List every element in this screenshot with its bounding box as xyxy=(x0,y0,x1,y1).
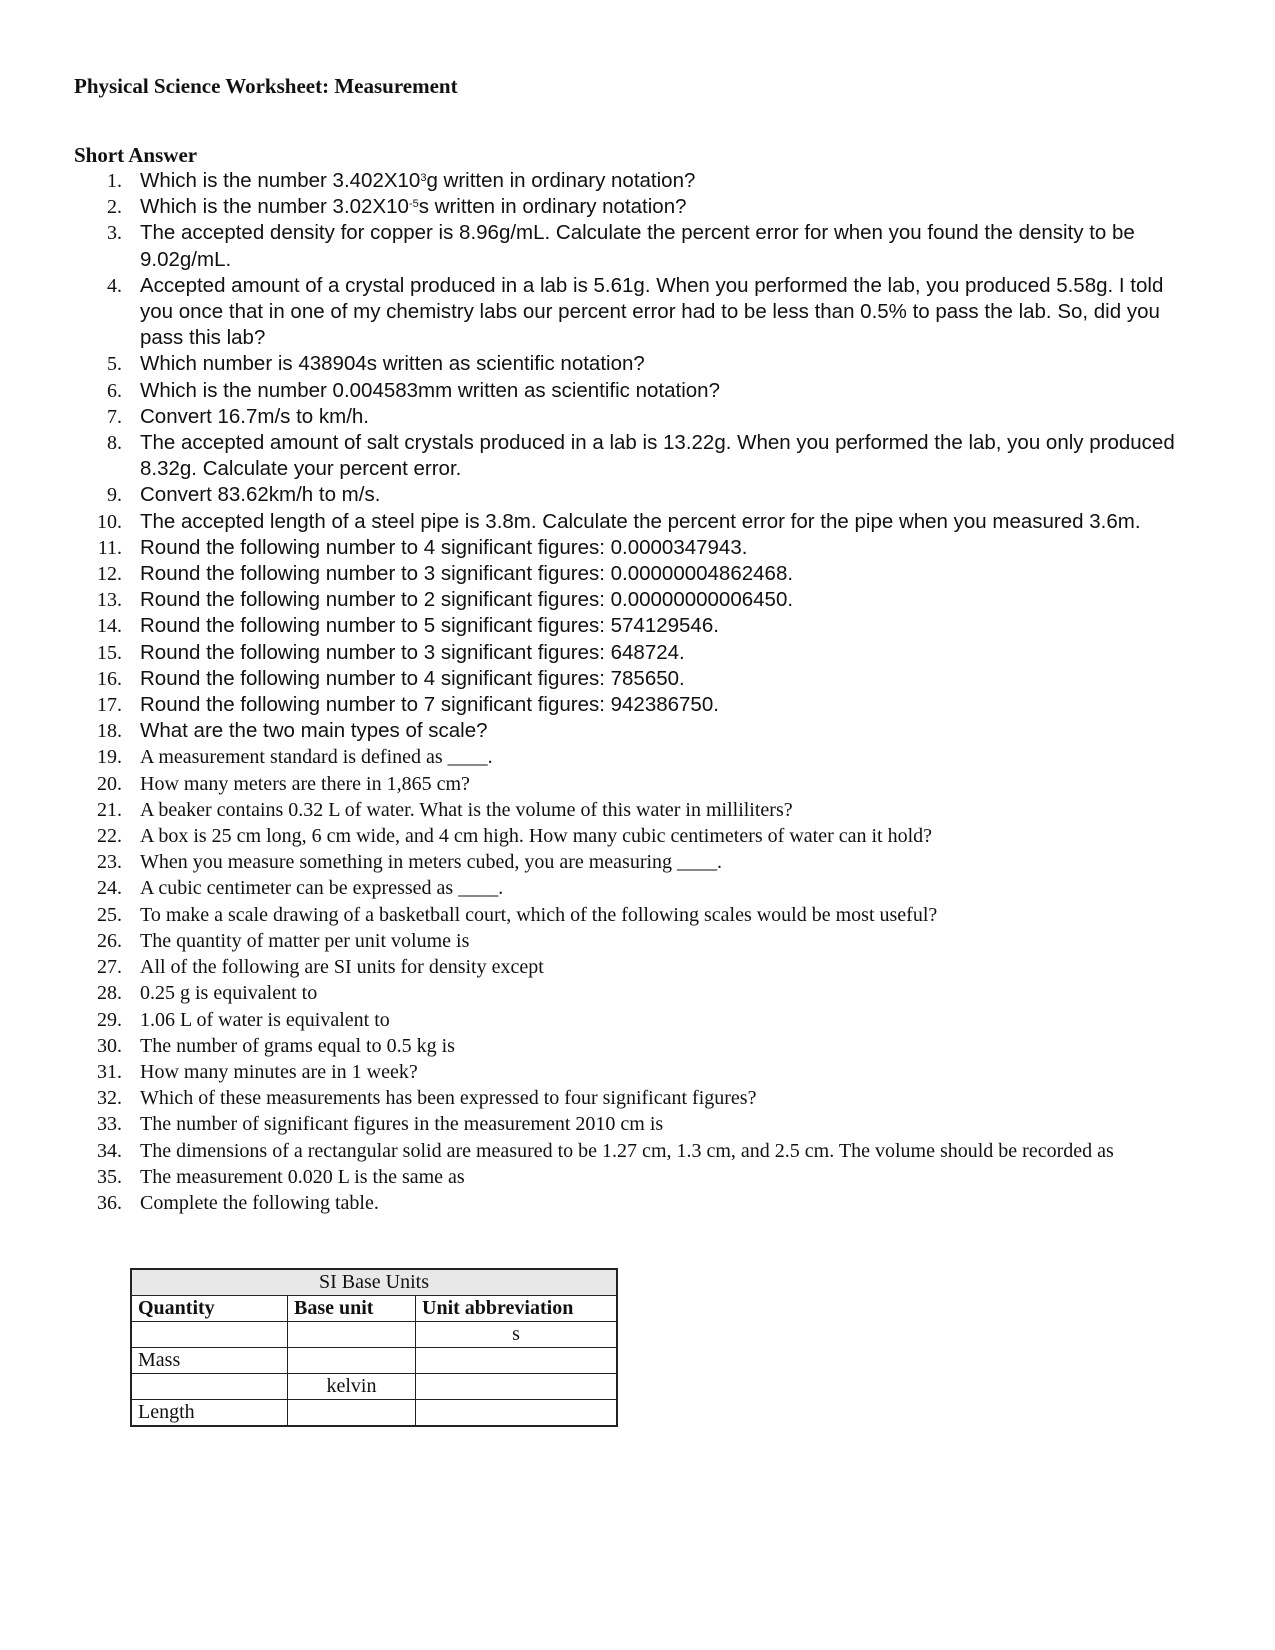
question-text-main: What are the two main types of scale? xyxy=(140,719,488,743)
question-item xyxy=(0,535,1275,561)
question-text xyxy=(140,273,1175,352)
question-text xyxy=(140,1164,1175,1190)
question-text xyxy=(140,902,1175,928)
question-text-main: Round the following number to 7 significant figures: 942386750. xyxy=(140,693,719,717)
question-text xyxy=(140,954,1175,980)
question-item xyxy=(0,718,1275,744)
question-number: 22. xyxy=(97,825,122,848)
question-number: 14. xyxy=(97,615,122,638)
question-text xyxy=(140,613,1175,639)
table-cell[interactable]: Mass xyxy=(131,1348,288,1374)
question-number: 11. xyxy=(97,536,122,559)
question-text-main: Which number is 438904s written as scientific notation? xyxy=(140,352,645,376)
table-row xyxy=(131,1374,617,1400)
table-row xyxy=(131,1348,617,1374)
question-item xyxy=(0,378,1275,404)
question-text xyxy=(140,1190,1175,1216)
question-number: 4. xyxy=(107,274,122,297)
question-number: 28. xyxy=(97,982,122,1005)
question-number: 33. xyxy=(97,1113,122,1136)
question-text-suffix: g written in ordinary notation? xyxy=(426,169,696,192)
table-header-quantity: Quantity xyxy=(131,1296,288,1322)
question-item xyxy=(0,1007,1275,1033)
question-item xyxy=(0,404,1275,430)
table-row xyxy=(131,1322,617,1348)
question-number: 27. xyxy=(97,956,122,979)
question-text-main: Which is the number 3.402X10 xyxy=(140,169,421,192)
question-text-main: To make a scale drawing of a basketball court, which of the following scales would be most useful? xyxy=(140,903,938,926)
question-text-main: How many meters are there in 1,865 cm? xyxy=(140,772,470,795)
question-text xyxy=(140,561,1175,587)
question-number: 12. xyxy=(97,563,122,586)
question-number: 2. xyxy=(107,196,122,219)
question-item xyxy=(0,744,1275,770)
question-text xyxy=(140,587,1175,613)
table-cell[interactable] xyxy=(288,1400,416,1427)
exponent: -5 xyxy=(408,198,419,211)
question-item xyxy=(0,1059,1275,1085)
question-item xyxy=(0,954,1275,980)
question-text-main: The accepted density for copper is 8.96g/mL. Calculate the percent error for when you found the density to be 9.02g/mL. xyxy=(140,221,1135,271)
question-list xyxy=(0,168,1275,1216)
question-text xyxy=(140,351,1175,377)
question-number: 7. xyxy=(107,405,122,428)
question-text xyxy=(140,194,1175,220)
question-number: 21. xyxy=(97,798,122,821)
question-number: 9. xyxy=(107,484,122,507)
question-number: 13. xyxy=(97,589,122,612)
question-text-main: Convert 83.62km/h to m/s. xyxy=(140,483,381,507)
question-number: 32. xyxy=(97,1087,122,1110)
page-title: Physical Science Worksheet: Measurement xyxy=(74,74,458,98)
question-text-main: The number of grams equal to 0.5 kg is xyxy=(140,1034,455,1057)
table-cell[interactable] xyxy=(288,1348,416,1374)
question-number: 26. xyxy=(97,929,122,952)
question-text-main: When you measure something in meters cubed, you are measuring ____. xyxy=(140,851,723,874)
question-number: 17. xyxy=(97,694,122,717)
question-text-main: The dimensions of a rectangular solid are measured to be 1.27 cm, 1.3 cm, and 2.5 cm. The volume should be recorded as xyxy=(140,1139,1114,1162)
question-text-main: Round the following number to 3 significant figures: 0.00000004862468. xyxy=(140,562,794,586)
question-item xyxy=(0,1138,1275,1164)
question-text xyxy=(140,404,1175,430)
question-text-main: A beaker contains 0.32 L of water. What is the volume of this water in milliliters? xyxy=(140,798,793,821)
question-item xyxy=(0,482,1275,508)
question-item xyxy=(0,613,1275,639)
question-item xyxy=(0,902,1275,928)
question-item xyxy=(0,1164,1275,1190)
question-text xyxy=(140,744,1175,770)
table-cell[interactable]: kelvin xyxy=(288,1374,416,1400)
question-number: 3. xyxy=(107,222,122,245)
question-text xyxy=(140,980,1175,1006)
table-cell[interactable]: s xyxy=(416,1322,618,1348)
question-number: 34. xyxy=(97,1139,122,1162)
question-text-main: The measurement 0.020 L is the same as xyxy=(140,1165,465,1188)
si-base-units-table xyxy=(130,1268,618,1427)
section-heading: Short Answer xyxy=(74,143,198,167)
question-item xyxy=(0,351,1275,377)
question-text xyxy=(140,1059,1175,1085)
table-cell[interactable] xyxy=(416,1374,618,1400)
question-number: 8. xyxy=(107,432,122,455)
question-item xyxy=(0,168,1275,194)
question-text xyxy=(140,378,1175,404)
question-item xyxy=(0,640,1275,666)
question-number: 6. xyxy=(107,379,122,402)
table-caption: SI Base Units xyxy=(131,1269,617,1296)
question-number: 5. xyxy=(107,353,122,376)
question-text xyxy=(140,823,1175,849)
question-text xyxy=(140,1138,1175,1164)
question-item xyxy=(0,692,1275,718)
question-item xyxy=(0,875,1275,901)
table-cell[interactable] xyxy=(131,1374,288,1400)
question-text xyxy=(140,797,1175,823)
question-text xyxy=(140,482,1175,508)
question-text-main: Which is the number 0.004583mm written as scientific notation? xyxy=(140,378,720,402)
question-text xyxy=(140,1033,1175,1059)
question-text xyxy=(140,875,1175,901)
table-cell[interactable] xyxy=(288,1322,416,1348)
question-number: 20. xyxy=(97,772,122,795)
question-item xyxy=(0,928,1275,954)
question-item xyxy=(0,823,1275,849)
question-text xyxy=(140,1111,1175,1137)
question-number: 30. xyxy=(97,1034,122,1057)
question-item xyxy=(0,273,1275,352)
question-text-main: Round the following number to 2 significant figures: 0.00000000006450. xyxy=(140,588,794,612)
question-text-main: 0.25 g is equivalent to xyxy=(140,982,318,1005)
question-text-main: Convert 16.7m/s to km/h. xyxy=(140,404,370,428)
question-text xyxy=(140,771,1175,797)
question-text-main: Round the following number to 4 significant figures: 0.0000347943. xyxy=(140,535,748,559)
question-number: 31. xyxy=(97,1060,122,1083)
table-cell[interactable] xyxy=(416,1348,618,1374)
question-item xyxy=(0,666,1275,692)
question-number: 19. xyxy=(97,746,122,769)
question-text xyxy=(140,1007,1175,1033)
table-header-unit-abbreviation: Unit abbreviation xyxy=(416,1296,618,1322)
question-text xyxy=(140,509,1175,535)
question-number: 23. xyxy=(97,851,122,874)
question-text xyxy=(140,928,1175,954)
question-item xyxy=(0,1190,1275,1216)
question-text-main: All of the following are SI units for density except xyxy=(140,956,544,979)
question-item xyxy=(0,1085,1275,1111)
question-text-main: A box is 25 cm long, 6 cm wide, and 4 cm high. How many cubic centimeters of water can it hold? xyxy=(140,825,933,848)
question-number: 24. xyxy=(97,877,122,900)
question-text-main: How many minutes are in 1 week? xyxy=(140,1060,418,1083)
question-text-main: Round the following number to 4 significant figures: 785650. xyxy=(140,666,685,690)
question-text-main: 1.06 L of water is equivalent to xyxy=(140,1008,390,1031)
question-text-main: Round the following number to 3 significant figures: 648724. xyxy=(140,640,685,664)
table-header-row xyxy=(131,1296,617,1322)
question-number: 29. xyxy=(97,1008,122,1031)
question-text-main: Which of these measurements has been expressed to four significant figures? xyxy=(140,1087,757,1110)
question-text xyxy=(140,640,1175,666)
table-cell[interactable] xyxy=(416,1400,618,1427)
table-cell[interactable]: Length xyxy=(131,1400,288,1427)
question-text-main: A measurement standard is defined as ____. xyxy=(140,746,493,769)
question-text xyxy=(140,430,1175,482)
question-text-main: The number of significant figures in the measurement 2010 cm is xyxy=(140,1113,664,1136)
question-text xyxy=(140,849,1175,875)
question-text xyxy=(140,535,1175,561)
question-number: 1. xyxy=(107,170,122,192)
question-text-suffix: s written in ordinary notation? xyxy=(418,195,687,219)
question-text-main: Which is the number 3.02X10 xyxy=(140,195,409,219)
question-item xyxy=(0,1033,1275,1059)
question-text-main: Complete the following table. xyxy=(140,1191,379,1214)
question-text-main: The accepted length of a steel pipe is 3.8m. Calculate the percent error for the pipe when you measured 3.6m. xyxy=(140,509,1141,533)
question-text-main: A cubic centimeter can be expressed as ____. xyxy=(140,877,504,900)
question-text-main: Round the following number to 5 significant figures: 574129546. xyxy=(140,614,719,638)
question-number: 16. xyxy=(97,667,122,690)
question-text xyxy=(140,1085,1175,1111)
question-number: 35. xyxy=(97,1165,122,1188)
question-number: 18. xyxy=(97,720,122,743)
question-item xyxy=(0,194,1275,220)
question-text xyxy=(140,692,1175,718)
question-item xyxy=(0,1111,1275,1137)
question-text xyxy=(140,220,1175,272)
question-text-main: Accepted amount of a crystal produced in a lab is 5.61g. When you performed the lab, you produced 5.58g. I told you once that in one of my chemistry labs our percent error had to be less than 0.5% to pass the lab. So, did you pass this lab? xyxy=(140,273,1164,350)
question-item xyxy=(0,220,1275,272)
question-item xyxy=(0,771,1275,797)
table-cell[interactable] xyxy=(131,1322,288,1348)
question-item xyxy=(0,430,1275,482)
question-item xyxy=(0,797,1275,823)
question-item xyxy=(0,561,1275,587)
question-text xyxy=(140,666,1175,692)
question-text xyxy=(140,168,1175,194)
question-number: 36. xyxy=(97,1191,122,1214)
question-number: 15. xyxy=(97,641,122,664)
question-item xyxy=(0,849,1275,875)
question-text-main: The quantity of matter per unit volume is xyxy=(140,929,470,952)
exponent: 3 xyxy=(420,172,427,184)
table-row xyxy=(131,1400,617,1427)
table-header-base-unit: Base unit xyxy=(288,1296,416,1322)
question-number: 10. xyxy=(97,510,122,533)
question-number: 25. xyxy=(97,903,122,926)
question-item xyxy=(0,587,1275,613)
question-item xyxy=(0,980,1275,1006)
question-text-main: The accepted amount of salt crystals produced in a lab is 13.22g. When you performed the lab, you only produced 8.32g. Calculate your percent error. xyxy=(140,431,1175,481)
question-text xyxy=(140,718,1175,744)
question-item xyxy=(0,509,1275,535)
